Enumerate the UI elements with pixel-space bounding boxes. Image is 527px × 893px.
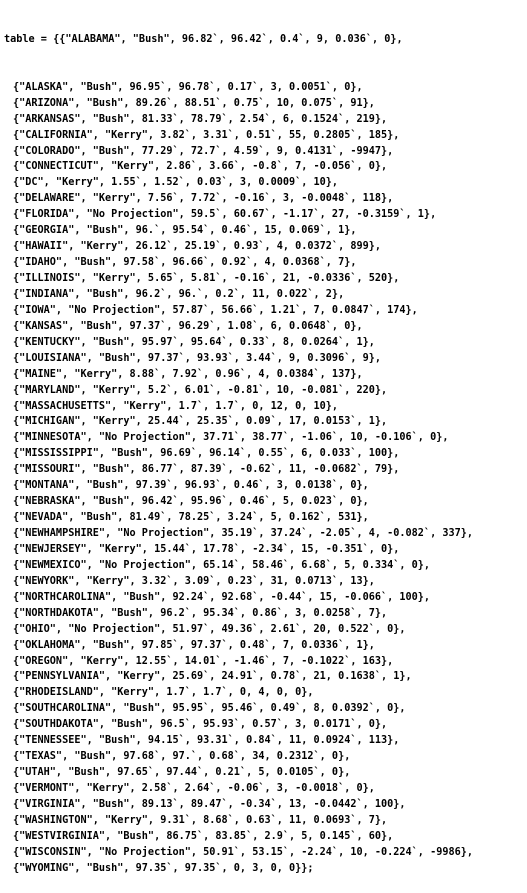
code-line: {"SOUTHCAROLINA", "Bush", 95.95`, 95.46`, 0.49`, 8, 0.0392`, 0},: [13, 703, 406, 715]
code-line: {"OHIO", "No Projection", 51.97`, 49.36`, 2.61`, 20, 0.522`, 0},: [13, 623, 406, 635]
code-line: {"WASHINGTON", "Kerry", 9.31`, 8.68`, 0.63`, 11, 0.0693`, 7},: [13, 814, 388, 826]
code-line: {"LOUISIANA", "Bush", 97.37`, 93.93`, 3.44`, 9, 0.3096`, 9},: [13, 352, 382, 364]
code-line: {"MARYLAND", "Kerry", 5.2`, 6.01`, -0.81`, 10, -0.081`, 220},: [13, 384, 388, 396]
code-line: {"KENTUCKY", "Bush", 95.97`, 95.64`, 0.33`, 8, 0.0264`, 1},: [13, 336, 375, 348]
code-line: {"NEWYORK", "Kerry", 3.32`, 3.09`, 0.23`, 31, 0.0713`, 13},: [13, 575, 375, 587]
code-line: {"OKLAHOMA", "Bush", 97.85`, 97.37`, 0.48`, 7, 0.0336`, 1},: [13, 639, 375, 651]
code-line: {"MONTANA", "Bush", 97.39`, 96.93`, 0.46`, 3, 0.0138`, 0},: [13, 480, 369, 492]
code-line: {"TENNESSEE", "Bush", 94.15`, 93.31`, 0.84`, 11, 0.0924`, 113},: [13, 735, 400, 747]
code-line: {"CONNECTICUT", "Kerry", 2.86`, 3.66`, -0.8`, 7, -0.056`, 0},: [13, 161, 388, 173]
code-line: {"HAWAII", "Kerry", 26.12`, 25.19`, 0.93`, 4, 0.0372`, 899},: [13, 241, 382, 253]
code-line: {"MAINE", "Kerry", 8.88`, 7.92`, 0.96`, 4, 0.0384`, 137},: [13, 368, 363, 380]
code-line: {"WESTVIRGINIA", "Bush", 86.75`, 83.85`, 2.9`, 5, 0.145`, 60},: [13, 830, 394, 842]
code-line: {"KANSAS", "Bush", 97.37`, 96.29`, 1.08`, 6, 0.0648`, 0},: [13, 320, 363, 332]
code-line: {"OREGON", "Kerry", 12.55`, 14.01`, -1.46`, 7, -0.1022`, 163},: [13, 655, 394, 667]
code-line: {"MASSACHUSETTS", "Kerry", 1.7`, 1.7`, 0, 12, 0, 10},: [13, 400, 339, 412]
code-line: {"NEBRASKA", "Bush", 96.42`, 95.96`, 0.46`, 5, 0.023`, 0},: [13, 496, 369, 508]
code-line: {"NEWHAMPSHIRE", "No Projection", 35.19`, 37.24`, -2.05`, 4, -0.082`, 337},: [13, 528, 474, 539]
code-line: {"VIRGINIA", "Bush", 89.13`, 89.47`, -0.34`, 13, -0.0442`, 100},: [13, 798, 406, 810]
code-line: {"NORTHDAKOTA", "Bush", 96.2`, 95.34`, 0.86`, 3, 0.0258`, 7},: [13, 607, 388, 619]
code-line: {"UTAH", "Bush", 97.65`, 97.44`, 0.21`, 5, 0.0105`, 0},: [13, 767, 351, 779]
code-line: {"MISSOURI", "Bush", 86.77`, 87.39`, -0.62`, 11, -0.0682`, 79},: [13, 464, 400, 476]
code-line: {"GEORGIA", "Bush", 96.`, 95.54`, 0.46`, 15, 0.069`, 1},: [13, 225, 357, 237]
code-line: {"ARKANSAS", "Bush", 81.33`, 78.79`, 2.54`, 6, 0.1524`, 219},: [13, 113, 388, 125]
code-line: {"WYOMING", "Bush", 97.35`, 97.35`, 0, 3, 0, 0}};: [13, 862, 314, 874]
code-lines: [0, 80, 527, 877]
code-line: {"IDAHO", "Bush", 97.58`, 96.66`, 0.92`, 4, 0.0368`, 7},: [13, 257, 357, 269]
code-line: {"VERMONT", "Kerry", 2.58`, 2.64`, -0.06`, 3, -0.0018`, 0},: [13, 783, 375, 794]
code-line: {"WISCONSIN", "No Projection", 50.91`, 53.15`, -2.24`, 10, -0.224`, -9986},: [13, 846, 474, 858]
code-line: {"CALIFORNIA", "Kerry", 3.82`, 3.31`, 0.51`, 55, 0.2805`, 185},: [13, 129, 400, 141]
code-line: {"NEVADA", "Bush", 81.49`, 78.25`, 3.24`, 5, 0.162`, 531},: [13, 512, 369, 524]
code-line: table = {{"ALABAMA", "Bush", 96.82`, 96.42`, 0.4`, 9, 0.036`, 0},: [4, 33, 403, 45]
code-line: {"NEWMEXICO", "No Projection", 65.14`, 58.46`, 6.68`, 5, 0.334`, 0},: [13, 559, 431, 571]
code-line: {"RHODEISLAND", "Kerry", 1.7`, 1.7`, 0, 4, 0, 0},: [13, 687, 314, 699]
code-line: {"DC", "Kerry", 1.55`, 1.52`, 0.03`, 3, 0.0009`, 10},: [13, 177, 339, 189]
code-line: {"ARIZONA", "Bush", 89.26`, 88.51`, 0.75`, 10, 0.075`, 91},: [13, 97, 375, 109]
code-line: {"MINNESOTA", "No Projection", 37.71`, 38.77`, -1.06`, 10, -0.106`, 0},: [13, 432, 449, 444]
code-line: {"IOWA", "No Projection", 57.87`, 56.66`, 1.21`, 7, 0.0847`, 174},: [13, 304, 418, 316]
code-line: {"INDIANA", "Bush", 96.2`, 96.`, 0.2`, 11, 0.022`, 2},: [13, 288, 345, 300]
code-line: {"PENNSYLVANIA", "Kerry", 25.69`, 24.91`, 0.78`, 21, 0.1638`, 1},: [13, 671, 412, 683]
code-line: {"SOUTHDAKOTA", "Bush", 96.5`, 95.93`, 0.57`, 3, 0.0171`, 0},: [13, 719, 388, 731]
code-line: {"NEWJERSEY", "Kerry", 15.44`, 17.78`, -2.34`, 15, -0.351`, 0},: [13, 543, 400, 555]
code-line: {"MISSISSIPPI", "Bush", 96.69`, 96.14`, 0.55`, 6, 0.033`, 100},: [13, 448, 400, 460]
code-line: {"DELAWARE", "Kerry", 7.56`, 7.72`, -0.16`, 3, -0.0048`, 118},: [13, 193, 394, 205]
code-line: {"FLORIDA", "No Projection", 59.5`, 60.67`, -1.17`, 27, -0.3159`, 1},: [13, 209, 437, 221]
code-line: {"NORTHCAROLINA", "Bush", 92.24`, 92.68`, -0.44`, 15, -0.066`, 100},: [13, 591, 431, 603]
code-line: {"ALASKA", "Bush", 96.95`, 96.78`, 0.17`, 3, 0.0051`, 0},: [13, 81, 363, 93]
code-line: {"COLORADO", "Bush", 77.29`, 72.7`, 4.59`, 9, 0.4131`, -9947},: [13, 145, 394, 157]
code-line: {"MICHIGAN", "Kerry", 25.44`, 25.35`, 0.09`, 17, 0.0153`, 1},: [13, 416, 388, 428]
code-line: {"TEXAS", "Bush", 97.68`, 97.`, 0.68`, 34, 0.2312`, 0},: [13, 751, 351, 763]
code-line: {"ILLINOIS", "Kerry", 5.65`, 5.81`, -0.16`, 21, -0.0336`, 520},: [13, 273, 400, 284]
